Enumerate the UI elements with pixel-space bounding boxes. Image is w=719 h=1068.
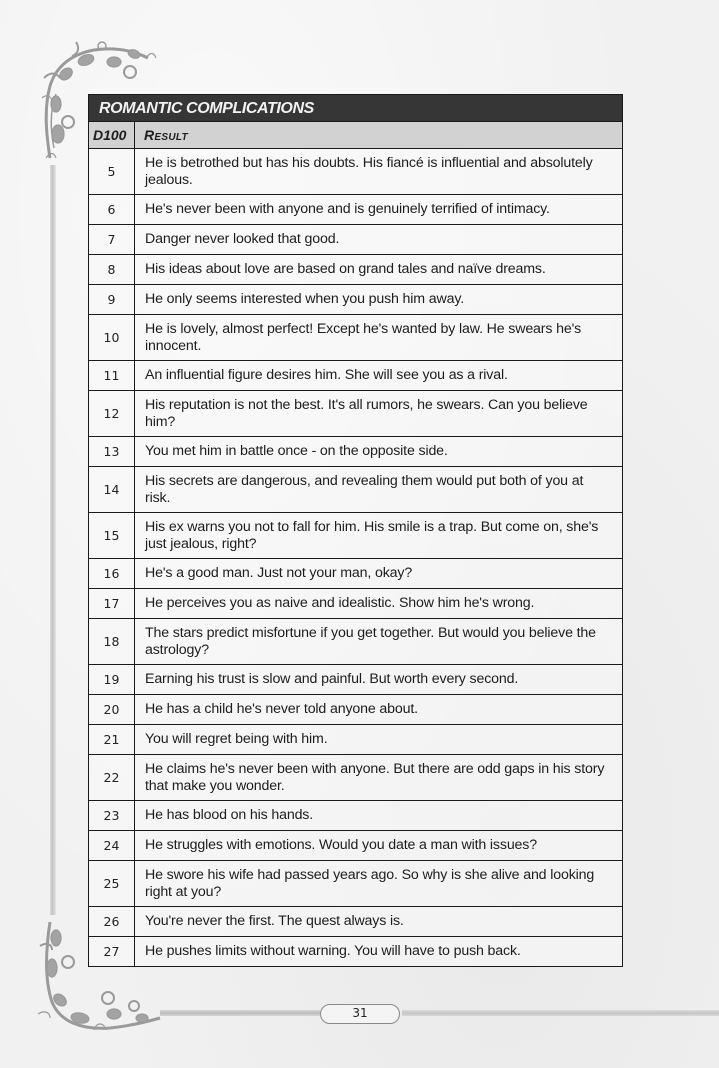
roll-cell: 27 (89, 937, 135, 966)
table-row (89, 224, 622, 254)
roll-cell: 18 (89, 619, 135, 664)
table-row (89, 906, 622, 936)
table-title: ROMANTIC COMPLICATIONS (89, 94, 622, 121)
roll-cell: 22 (89, 755, 135, 800)
roll-cell: 12 (89, 391, 135, 436)
table-row (89, 754, 622, 800)
table-body (89, 148, 622, 966)
result-cell: The stars predict misfortune if you get together. But would you believe the astrology? (145, 624, 596, 658)
table-row (89, 860, 622, 906)
roll-cell: 14 (89, 467, 135, 512)
result-cell: He struggles with emotions. Would you date a man with issues? (145, 837, 537, 853)
table-row (89, 360, 622, 390)
table-row (89, 466, 622, 512)
roll-cell: 19 (89, 665, 135, 694)
result-cell: Earning his trust is slow and painful. But worth every second. (145, 671, 519, 687)
roll-cell: 11 (89, 361, 135, 390)
table-row (89, 436, 622, 466)
result-cell: His reputation is not the best. It's all rumors, he swears. Can you believe him? (145, 396, 588, 430)
table-header-row (89, 121, 622, 148)
result-cell: You will regret being with him. (145, 731, 328, 747)
result-cell: He pushes limits without warning. You will have to push back. (145, 943, 521, 959)
roll-cell: 24 (89, 831, 135, 860)
result-cell: You're never the first. The quest always is. (145, 913, 404, 929)
roll-cell: 8 (89, 255, 135, 284)
result-cell: He only seems interested when you push him away. (145, 291, 465, 307)
result-cell: He perceives you as naive and idealistic. Show him he's wrong. (145, 595, 535, 611)
roll-cell: 9 (89, 285, 135, 314)
table-row (89, 936, 622, 966)
roll-cell: 17 (89, 589, 135, 618)
table-row (89, 314, 622, 360)
roll-cell: 13 (89, 437, 135, 466)
roll-cell: 10 (89, 315, 135, 360)
table-row (89, 148, 622, 194)
result-cell: You met him in battle once - on the opposite side. (145, 443, 448, 459)
result-cell: He claims he's never been with anyone. But there are odd gaps in his story that make you wonder. (145, 760, 605, 794)
column-header-result: Result (144, 127, 188, 143)
roll-cell: 25 (89, 861, 135, 906)
result-cell: He is betrothed but has his doubts. His fiancé is influential and absolutely jealous. (145, 154, 593, 188)
roll-cell: 5 (89, 149, 135, 194)
table-row (89, 512, 622, 558)
result-cell: He is lovely, almost perfect! Except he's wanted by law. He swears he's innocent. (145, 320, 582, 354)
result-cell: His secrets are dangerous, and revealing them would put both of you at risk. (145, 472, 584, 506)
roll-cell: 7 (89, 225, 135, 254)
roll-cell: 6 (89, 195, 135, 224)
table-row (89, 588, 622, 618)
table-row (89, 618, 622, 664)
result-cell: He has blood on his hands. (145, 807, 314, 823)
table-row (89, 194, 622, 224)
result-cell: He swore his wife had passed years ago. So why is she alive and looking right at you? (145, 866, 595, 900)
roll-cell: 26 (89, 907, 135, 936)
table-row (89, 558, 622, 588)
result-cell: Danger never looked that good. (145, 231, 340, 247)
roll-cell: 16 (89, 559, 135, 588)
roll-cell: 20 (89, 695, 135, 724)
column-header-d100: D100 (89, 122, 135, 148)
bottom-border-rule-right (402, 1010, 719, 1016)
result-cell: He's a good man. Just not your man, okay? (145, 565, 413, 581)
table-row (89, 390, 622, 436)
result-cell: He has a child he's never told anyone about. (145, 701, 418, 717)
roll-cell: 15 (89, 513, 135, 558)
roll-cell: 23 (89, 801, 135, 830)
table-row (89, 254, 622, 284)
table-row (89, 664, 622, 694)
table-row (89, 800, 622, 830)
roll-cell: 21 (89, 725, 135, 754)
left-border-rule (50, 165, 56, 915)
result-cell: He's never been with anyone and is genuinely terrified of intimacy. (145, 201, 550, 217)
result-cell: His ex warns you not to fall for him. His smile is a trap. But come on, she's just jealous, right? (145, 518, 599, 552)
table-row (89, 830, 622, 860)
page-number: 31 (320, 1004, 400, 1024)
result-cell: His ideas about love are based on grand tales and naïve dreams. (145, 261, 546, 277)
result-cell: An influential figure desires him. She will see you as a rival. (145, 367, 508, 383)
table-row (89, 724, 622, 754)
romantic-complications-table (88, 94, 623, 967)
table-row (89, 694, 622, 724)
table-row (89, 284, 622, 314)
bottom-border-rule-left (160, 1010, 320, 1016)
